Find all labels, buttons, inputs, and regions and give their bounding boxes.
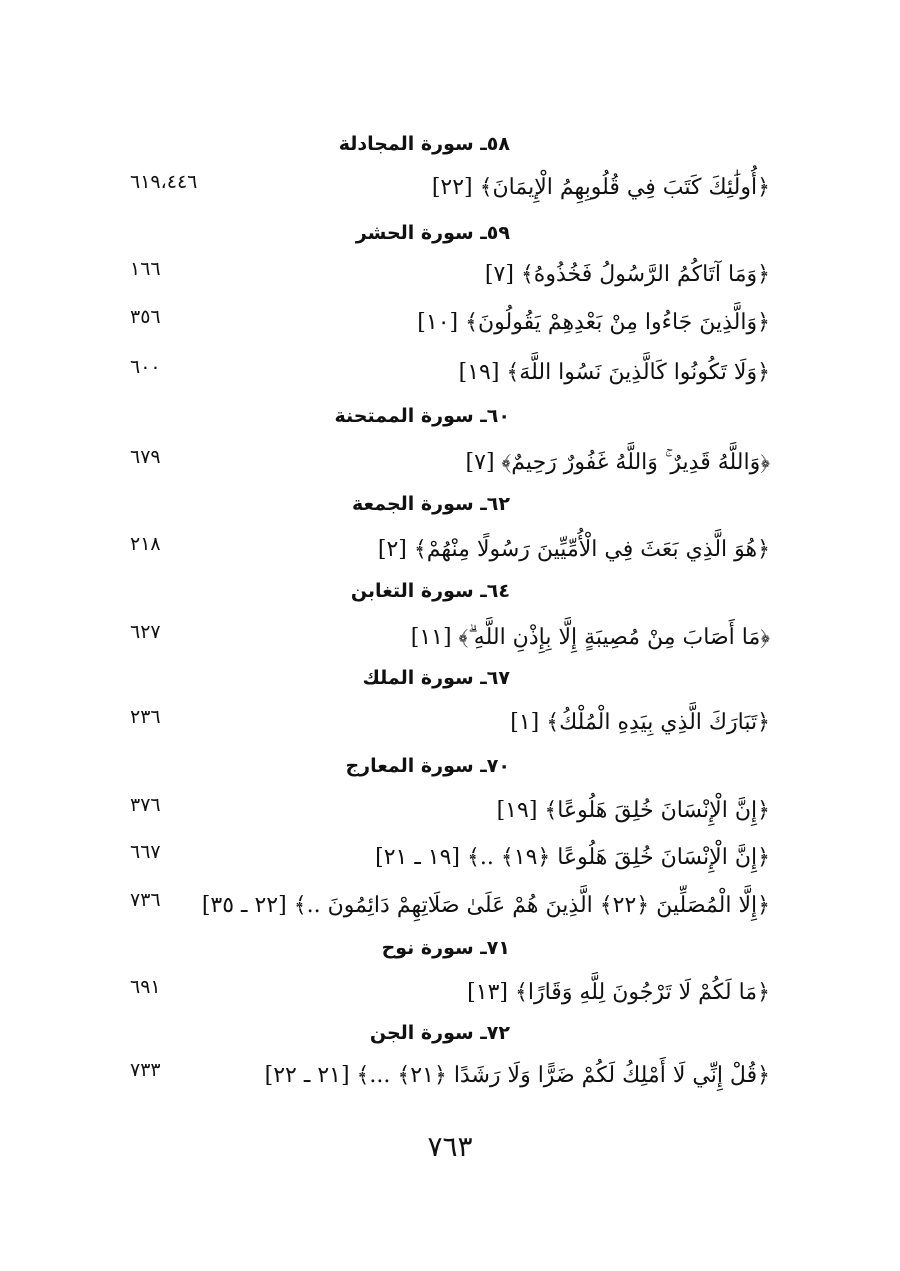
surah-heading: ٧٢ـ سورة الجن — [369, 1022, 510, 1044]
page-references: ١٦٦ — [130, 258, 161, 280]
page-references: ٣٥٦ — [130, 306, 161, 328]
page-references: ٦٩١ — [130, 976, 161, 998]
verse-text: ﴿هُوَ الَّذِي بَعَثَ فِي الْأُمِّيِّينَ رَسُولًا مِنْهُمْ﴾ [٢] — [377, 537, 770, 562]
verse-text: ﴿إِنَّ الْإِنْسَانَ خُلِقَ هَلُوعًا﴾ [١٩] — [496, 798, 770, 823]
verse-text: ﴿وَاللَّهُ قَدِيرٌ ۚ وَاللَّهُ غَفُورٌ رَحِيمٌ﴾ [٧] — [465, 450, 770, 475]
verse-text: ﴿وَالَّذِينَ جَاءُوا مِنْ بَعْدِهِمْ يَقُولُونَ﴾ [١٠] — [417, 310, 770, 335]
page-references: ٦١٩،٤٤٦ — [130, 171, 198, 193]
page-number: ٧٦٣ — [427, 1130, 473, 1163]
surah-heading: ٧٠ـ سورة المعارج — [345, 755, 510, 777]
surah-heading: ٧١ـ سورة نوح — [381, 937, 510, 959]
surah-heading: ٥٨ـ سورة المجادلة — [338, 133, 510, 155]
page-references: ٦٢٧ — [130, 621, 161, 643]
page-references: ٦٦٧ — [130, 841, 161, 863]
verse-text: ﴿قُلْ إِنِّي لَا أَمْلِكُ لَكُمْ ضَرًّا وَلَا رَشَدًا ﴿٢١﴾ ...﴾ [٢١ ـ ٢٢] — [264, 1063, 770, 1088]
page-references: ٧٣٣ — [130, 1059, 161, 1081]
page-references: ٢١٨ — [130, 533, 161, 555]
surah-heading: ٦٤ـ سورة التغابن — [350, 580, 510, 602]
verse-text: ﴿إِنَّ الْإِنْسَانَ خُلِقَ هَلُوعًا ﴿١٩﴾ ..﴾ [١٩ ـ ٢١] — [375, 845, 770, 870]
verse-text: ﴿تَبَارَكَ الَّذِي بِيَدِهِ الْمُلْكُ﴾ [١] — [510, 710, 770, 735]
surah-heading: ٦٠ـ سورة الممتحنة — [334, 405, 510, 427]
verse-text: ﴿وَمَا آتَاكُمُ الرَّسُولُ فَخُذُوهُ﴾ [٧] — [484, 262, 770, 287]
surah-heading: ٦٧ـ سورة الملك — [362, 667, 510, 689]
page-references: ٣٧٦ — [130, 794, 161, 816]
page-references: ٦٠٠ — [130, 356, 161, 378]
verse-text: ﴿مَا لَكُمْ لَا تَرْجُونَ لِلَّهِ وَقَارًا﴾ [١٣] — [467, 980, 770, 1005]
page-references: ٧٣٦ — [130, 889, 161, 911]
verse-text: ﴿وَلَا تَكُونُوا كَالَّذِينَ نَسُوا اللَّهَ﴾ [١٩] — [458, 360, 770, 385]
verse-text: ﴿إِلَّا الْمُصَلِّينَ ﴿٢٢﴾ الَّذِينَ هُمْ عَلَىٰ صَلَاتِهِمْ دَائِمُونَ ..﴾ [٢٢ ـ ٣٥] — [201, 893, 770, 918]
verse-text: ﴿أُولَٰئِكَ كَتَبَ فِي قُلُوبِهِمُ الْإِيمَانَ﴾ [٢٢] — [431, 175, 770, 200]
verse-text: ﴿مَا أَصَابَ مِنْ مُصِيبَةٍ إِلَّا بِإِذْنِ اللَّهِ ۗ﴾ [١١] — [410, 625, 770, 650]
surah-heading: ٥٩ـ سورة الحشر — [355, 222, 510, 244]
page-references: ٦٧٩ — [130, 446, 161, 468]
surah-heading: ٦٢ـ سورة الجمعة — [351, 493, 510, 515]
page-references: ٢٣٦ — [130, 706, 161, 728]
